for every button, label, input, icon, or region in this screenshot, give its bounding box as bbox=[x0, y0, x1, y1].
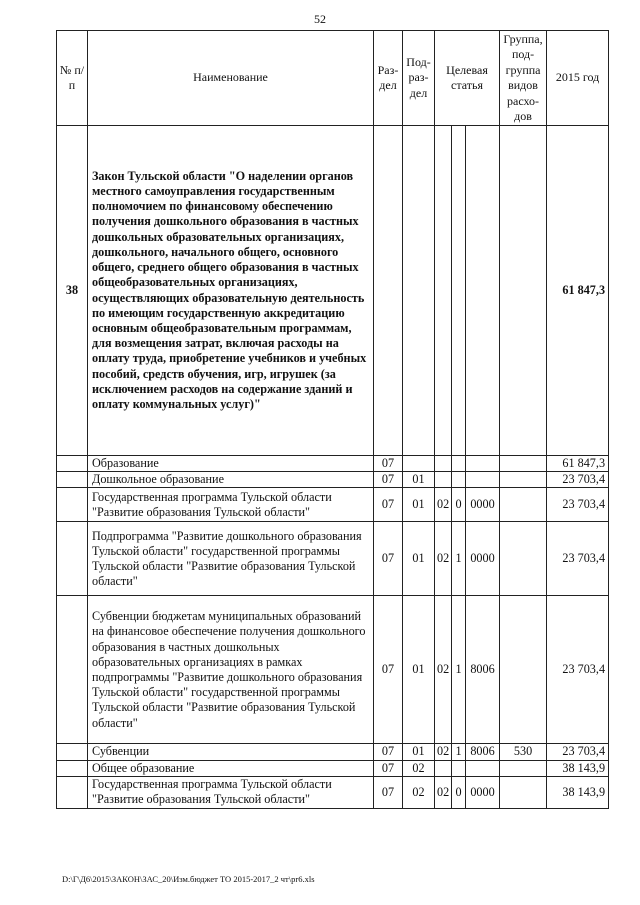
row-subsection: 02 bbox=[403, 760, 435, 776]
row-target-program: 02 bbox=[435, 522, 452, 596]
row-subsection: 01 bbox=[403, 744, 435, 760]
row-name: Образование bbox=[88, 456, 374, 472]
page-number: 52 bbox=[314, 12, 326, 26]
header-group: Группа, под-группа видов расхо-дов bbox=[500, 31, 547, 126]
header-section: Раз-дел bbox=[374, 31, 403, 126]
row-target-subprogram: 0 bbox=[452, 776, 466, 808]
table-row bbox=[57, 488, 609, 522]
header-name: Наименование bbox=[88, 31, 374, 126]
row-target-code bbox=[466, 456, 500, 472]
row-amount: 38 143,9 bbox=[547, 776, 609, 808]
table-row bbox=[57, 760, 609, 776]
row-subsection: 01 bbox=[403, 472, 435, 488]
table-body bbox=[57, 31, 609, 809]
row-target-subprogram bbox=[452, 456, 466, 472]
table-row bbox=[57, 744, 609, 760]
row-section: 07 bbox=[374, 744, 403, 760]
row-target-code: 0000 bbox=[466, 776, 500, 808]
row-section: 07 bbox=[374, 760, 403, 776]
row-amount: 23 703,4 bbox=[547, 596, 609, 744]
row-number bbox=[57, 488, 88, 522]
row-number bbox=[57, 472, 88, 488]
row-amount: 23 703,4 bbox=[547, 488, 609, 522]
row-section: 07 bbox=[374, 522, 403, 596]
row-target-program: 02 bbox=[435, 744, 452, 760]
row-target-subprogram bbox=[452, 472, 466, 488]
row-target-code bbox=[466, 760, 500, 776]
row-target-code: 0000 bbox=[466, 488, 500, 522]
row-target-subprogram: 1 bbox=[452, 744, 466, 760]
row-name: Субвенции bbox=[88, 744, 374, 760]
header-subsection: Под-раз-дел bbox=[403, 31, 435, 126]
row-section: 07 bbox=[374, 776, 403, 808]
header-num: № п/п bbox=[57, 31, 88, 126]
law-row bbox=[57, 126, 609, 456]
row-target-program: 02 bbox=[435, 488, 452, 522]
header-year: 2015 год bbox=[547, 31, 609, 126]
row-subsection: 01 bbox=[403, 522, 435, 596]
row-expense-group bbox=[500, 456, 547, 472]
row-amount: 23 703,4 bbox=[547, 472, 609, 488]
header-target: Целевая статья bbox=[435, 31, 500, 126]
row-name: Государственная программа Тульской области "Развитие образования Тульской области" bbox=[88, 488, 374, 522]
row-subsection: 01 bbox=[403, 488, 435, 522]
law-name: Закон Тульской области "О наделении органов местного самоуправления государственным полномочием по финансовому обеспечению получения дошкольного образования в частных дошкольных образовательных организациях, дошкольного, начального общего, основного общего, среднего общего образования в частных общеобразовательных организациях, осуществляющих образовательную деятельность по имеющим государственную аккредитацию основным общеобразовательным программам, для возмещения затрат, включая расходы на оплату труда, приобретение учебников и учебных пособий, средств обучения, игр, игрушек (за исключением расходов на содержание зданий и оплату коммунальных услуг)" bbox=[88, 126, 374, 456]
row-section: 07 bbox=[374, 596, 403, 744]
row-number bbox=[57, 596, 88, 744]
law-number: 38 bbox=[57, 126, 88, 456]
row-section: 07 bbox=[374, 472, 403, 488]
row-amount: 61 847,3 bbox=[547, 456, 609, 472]
row-expense-group bbox=[500, 776, 547, 808]
row-target-code: 8006 bbox=[466, 744, 500, 760]
row-target-program bbox=[435, 760, 452, 776]
row-target-subprogram bbox=[452, 760, 466, 776]
row-amount: 23 703,4 bbox=[547, 522, 609, 596]
row-target-program: 02 bbox=[435, 596, 452, 744]
row-target-subprogram: 1 bbox=[452, 522, 466, 596]
row-target-program bbox=[435, 456, 452, 472]
table-row bbox=[57, 456, 609, 472]
row-name: Государственная программа Тульской области "Развитие образования Тульской области" bbox=[88, 776, 374, 808]
row-number bbox=[57, 456, 88, 472]
row-subsection: 02 bbox=[403, 776, 435, 808]
row-section: 07 bbox=[374, 488, 403, 522]
file-path-footer: D:\Г\Д6\2015\ЗАКОН\ЗАС_20\Изм.бюджет ТО 2015-2017_2 чт\pr6.xls bbox=[62, 874, 315, 884]
row-expense-group bbox=[500, 760, 547, 776]
row-target-subprogram: 1 bbox=[452, 596, 466, 744]
row-target-code bbox=[466, 472, 500, 488]
row-number bbox=[57, 776, 88, 808]
row-expense-group: 530 bbox=[500, 744, 547, 760]
row-amount: 38 143,9 bbox=[547, 760, 609, 776]
budget-table bbox=[56, 30, 609, 809]
header-row bbox=[57, 31, 609, 126]
table-row bbox=[57, 776, 609, 808]
row-expense-group bbox=[500, 488, 547, 522]
table-row bbox=[57, 522, 609, 596]
row-name: Дошкольное образование bbox=[88, 472, 374, 488]
row-subsection bbox=[403, 456, 435, 472]
row-target-code: 0000 bbox=[466, 522, 500, 596]
table-row bbox=[57, 596, 609, 744]
row-number bbox=[57, 760, 88, 776]
law-amount: 61 847,3 bbox=[547, 126, 609, 456]
row-number bbox=[57, 744, 88, 760]
row-subsection: 01 bbox=[403, 596, 435, 744]
row-amount: 23 703,4 bbox=[547, 744, 609, 760]
row-section: 07 bbox=[374, 456, 403, 472]
table-row bbox=[57, 472, 609, 488]
row-expense-group bbox=[500, 472, 547, 488]
row-target-subprogram: 0 bbox=[452, 488, 466, 522]
row-target-program: 02 bbox=[435, 776, 452, 808]
row-target-code: 8006 bbox=[466, 596, 500, 744]
row-number bbox=[57, 522, 88, 596]
row-target-program bbox=[435, 472, 452, 488]
row-name: Подпрограмма "Развитие дошкольного образования Тульской области" государственной программы Тульской области "Развитие образования Тульской области" bbox=[88, 522, 374, 596]
row-expense-group bbox=[500, 522, 547, 596]
row-name: Субвенции бюджетам муниципальных образований на финансовое обеспечение получения дошкольного образования в частных дошкольных образовательных организациях в рамках подпрограммы "Развитие дошкольного образования Тульской области" государственной программы Тульской области "Развитие образования Тульской области" bbox=[88, 596, 374, 744]
row-name: Общее образование bbox=[88, 760, 374, 776]
row-expense-group bbox=[500, 596, 547, 744]
